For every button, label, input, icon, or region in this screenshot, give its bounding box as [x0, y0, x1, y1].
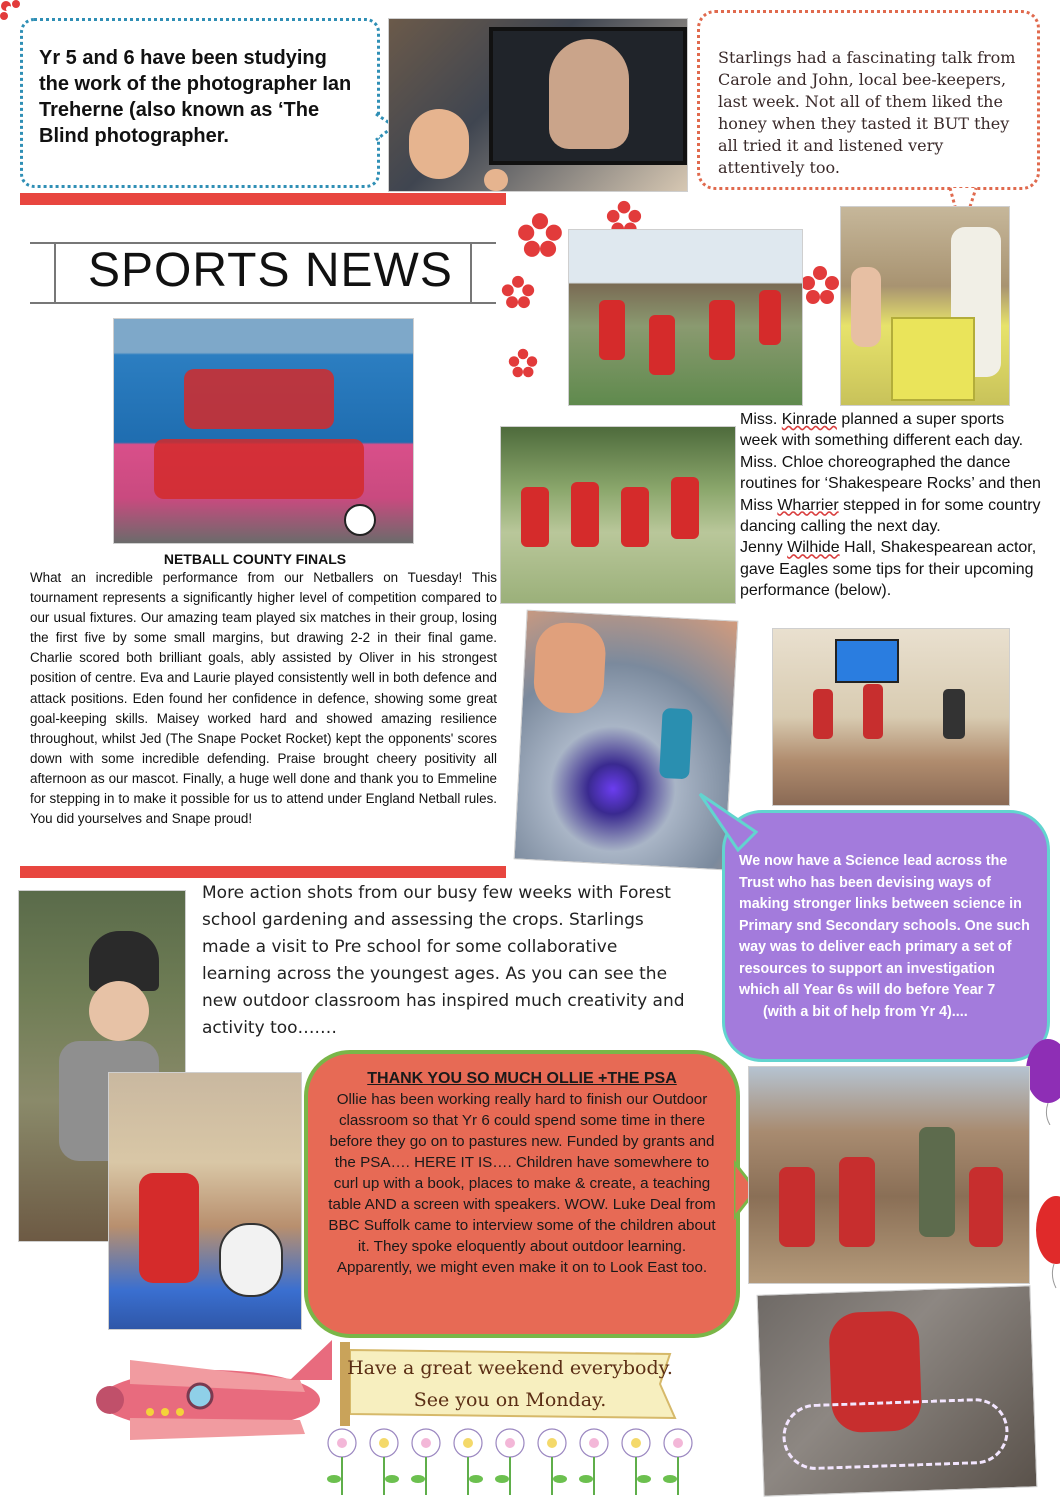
sports-week-text — [740, 409, 1045, 602]
farewell-line2: See you on Monday. — [413, 1389, 607, 1411]
dance-photo-2 — [500, 426, 736, 604]
beekeepers-bubble — [697, 10, 1040, 190]
red-flower-icon — [800, 265, 840, 305]
wharrier-name: Wharrier — [777, 496, 839, 514]
red-flower-icon — [501, 275, 535, 309]
sports-week-p2a: Jenny — [740, 539, 788, 557]
sports-week-p2b: Hall, Shakespearean actor, gave Eagles some tips for their upcoming performance (below). — [740, 539, 1037, 600]
netball-caption: NETBALL COUNTY FINALS — [163, 551, 347, 567]
flower-border-icon — [320, 1425, 720, 1498]
chalk-drawing-photo — [757, 1285, 1038, 1496]
kinrade-name: Kinrade — [781, 411, 837, 428]
farewell-line1: Have a great weekend everybody. — [347, 1357, 673, 1379]
corner-flower-icon — [0, 0, 26, 26]
photographer-bubble — [20, 18, 380, 188]
bubble-tail-icon — [698, 792, 758, 852]
science-text: We now have a Science lead across the Trust who has been devising ways of making stronger links between science in Primary snd Secondary schools. One such way was to deliver each primary a set of resources to support an investigation which all Year 6s will do before Year 7 — [739, 853, 1030, 998]
sports-week-p1c: stepped in for some country dancing calling the next day. — [740, 496, 1041, 536]
video-call-photo — [388, 18, 688, 192]
classroom-photo — [772, 628, 1010, 806]
science-footer: (with a bit of help from Yr 4).... — [763, 1003, 968, 1020]
red-flower-icon — [508, 348, 538, 378]
beekeepers-text: Starlings had a fascinating talk from Carole and John, local bee-keepers, last week. Not all of them liked the honey when they tasted it BUT they all tried it and listened very attentively too. — [718, 48, 1016, 177]
wilhide-name: Wilhide — [787, 539, 840, 557]
netball-team-photo — [113, 318, 414, 544]
airplane-icon — [70, 1310, 340, 1480]
pre-school-photo — [108, 1072, 302, 1330]
red-divider — [20, 193, 506, 205]
sports-week-p1b: planned a super sports week with something different each day. Miss. Chloe choreographed the dance routines for ‘Shakespeare Rocks’ and then Miss — [740, 411, 1041, 514]
action-shots-text: More action shots from our busy few weeks with Forest school gardening and assessing the crops. Starlings made a visit to Pre school for some collaborative learning across the youngest ages. As you can see the new outdoor classroom has inspired much creativity and activity too….… — [202, 883, 685, 1038]
red-flower-icon — [517, 212, 563, 258]
science-bubble — [722, 810, 1050, 1062]
sports-news-title: SPORTS NEWS — [88, 244, 453, 297]
red-divider — [20, 866, 506, 878]
psa-text: Ollie has been working really hard to finish our Outdoor classroom so that Yr 6 could spend some time in there before they go on to pastures new. Funded by grants and the PSA…. HERE IT IS…. Children have somewhere to curl up with a book, places to make & create, a teaching table AND a screen with speakers. WOW. Luke Deal from BBC Suffolk came to interview some of the children about it. They spoke eloquently about outdoor learning. Apparently, we might even make it on to Look East too. — [328, 1091, 716, 1276]
netball-text: What an incredible performance from our Netballers on Tuesday! This tournament represents a significantly higher level of competition compared to our usual fixtures. Our amazing team played six matches in their group, losing the first five by some small margins, but drawing 2-2 in their final game. Charlie scored both brilliant goals, ably assisted by Oliver in his strongest position of centre. Eva and Laurie played consistently well in both defence and attack positions. Eden found her confidence in defence, showing some great goal-keeping skills. Maisey worked hard and showed amazing resilience throughout, whilst Jed (The Snape Pocket Rocket) kept the opponents' scores down with some incredible defending. Praise brought cheery positivity all afternoon as our mascot. Finally, a huge well done and thank you to Emmeline for stepping in to make it possible for us to attend under England Netball rules. You did yourselves and Snape proud! — [30, 570, 497, 827]
outdoor-classroom-photo — [748, 1066, 1030, 1284]
psa-title: THANK YOU SO MUCH OLLIE +THE PSA — [367, 1070, 677, 1087]
photographer-text: Yr 5 and 6 have been studying the work of the photographer Ian Treherne (also known as ‘The Blind photographer. — [39, 47, 352, 147]
sports-week-p1a: Miss. — [740, 411, 782, 428]
beekeepers-photo — [840, 206, 1010, 406]
red-balloon-icon — [1030, 1190, 1060, 1290]
psa-bubble — [304, 1050, 740, 1338]
dance-photo-1 — [568, 229, 803, 406]
farewell-text — [340, 1352, 680, 1416]
